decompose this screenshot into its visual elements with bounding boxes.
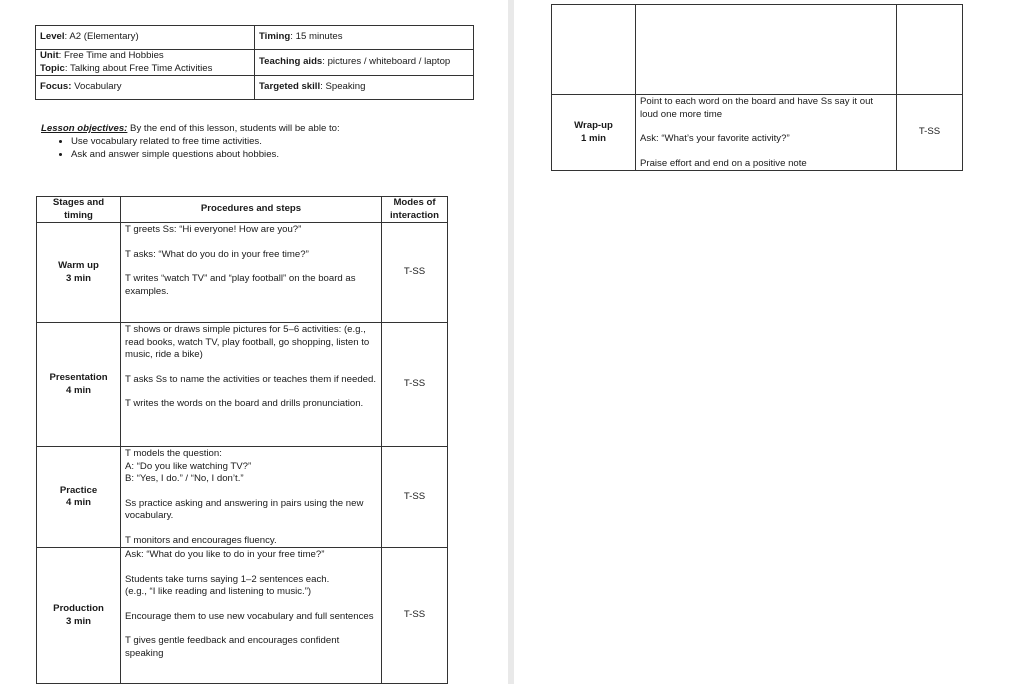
table-row: [37, 447, 448, 548]
focus-cell: Focus: Vocabulary: [36, 76, 255, 100]
empty-stage-cell: [552, 5, 636, 95]
procedure-cell: T models the question: A: “Do you like watching TV?” B: “Yes, I do.” / “No, I don’t.” Ss practice asking and answering in pairs using the new vocabulary. T monitors and encourages fluency.: [121, 447, 382, 548]
procedure-cell: Point to each word on the board and have Ss say it out loud one more time Ask: “What’s your favorite activity?” Praise effort and end on a positive note: [636, 95, 897, 171]
objectives-list: [41, 135, 471, 161]
lesson-info-table: [35, 25, 474, 100]
table-row-empty: [552, 5, 963, 95]
procedure-cell: Ask: “What do you like to do in your free time?” Students take turns saying 1–2 sentences each. (e.g., “I like reading and listening to music.”) Encourage them to use new vocabulary and full sentences T gives gentle feedback and encourages confident speaking: [121, 548, 382, 684]
table-row: [552, 95, 963, 171]
stage-cell: Warm up 3 min: [37, 223, 121, 323]
teaching-aids-cell: Teaching aids: pictures / whiteboard / laptop: [255, 50, 474, 76]
table-header-row: [37, 197, 448, 223]
document-page-2: [514, 0, 1024, 684]
mode-cell: T-SS: [382, 548, 448, 684]
document-page-1: [0, 0, 508, 684]
lesson-procedure-table-continued: [551, 4, 963, 171]
header-stages: Stages and timing: [37, 197, 121, 223]
stage-cell: Wrap-up 1 min: [552, 95, 636, 171]
targeted-skill-cell: Targeted skill: Speaking: [255, 76, 474, 100]
mode-cell: T-SS: [382, 223, 448, 323]
timing-cell: Timing: 15 minutes: [255, 26, 474, 50]
objective-item: • Use vocabulary related to free time activities.: [71, 135, 471, 148]
stage-cell: Presentation 4 min: [37, 323, 121, 447]
procedure-cell: T greets Ss: “Hi everyone! How are you?” T asks: “What do you do in your free time?” T writes “watch TV” and “play football” on the board as examples.: [121, 223, 382, 323]
empty-procedure-cell: [636, 5, 897, 95]
empty-mode-cell: [897, 5, 963, 95]
stage-cell: Production 3 min: [37, 548, 121, 684]
mode-cell: T-SS: [897, 95, 963, 171]
unit-topic-cell: Unit: Free Time and Hobbies Topic: Talking about Free Time Activities: [36, 50, 255, 76]
lesson-procedure-table: [36, 196, 448, 684]
mode-cell: T-SS: [382, 323, 448, 447]
mode-cell: T-SS: [382, 447, 448, 548]
stage-cell: Practice 4 min: [37, 447, 121, 548]
objective-item: • Ask and answer simple questions about hobbies.: [71, 148, 471, 161]
table-row: [37, 223, 448, 323]
header-modes: Modes of interaction: [382, 197, 448, 223]
lesson-objectives: Lesson objectives: By the end of this lesson, students will be able to: • Use vocabulary related to free time activities. • Ask and answer simple questions about hobbies.: [41, 122, 471, 161]
level-cell: Level: A2 (Elementary): [36, 26, 255, 50]
table-row: [37, 323, 448, 447]
header-procedures: Procedures and steps: [121, 197, 382, 223]
procedure-cell: T shows or draws simple pictures for 5–6 activities: (e.g., read books, watch TV, play football, go shopping, listen to music, ride a bike) T asks Ss to name the activities or teaches them if needed. T writes the words on the board and drills pronunciation.: [121, 323, 382, 447]
table-row: [37, 548, 448, 684]
